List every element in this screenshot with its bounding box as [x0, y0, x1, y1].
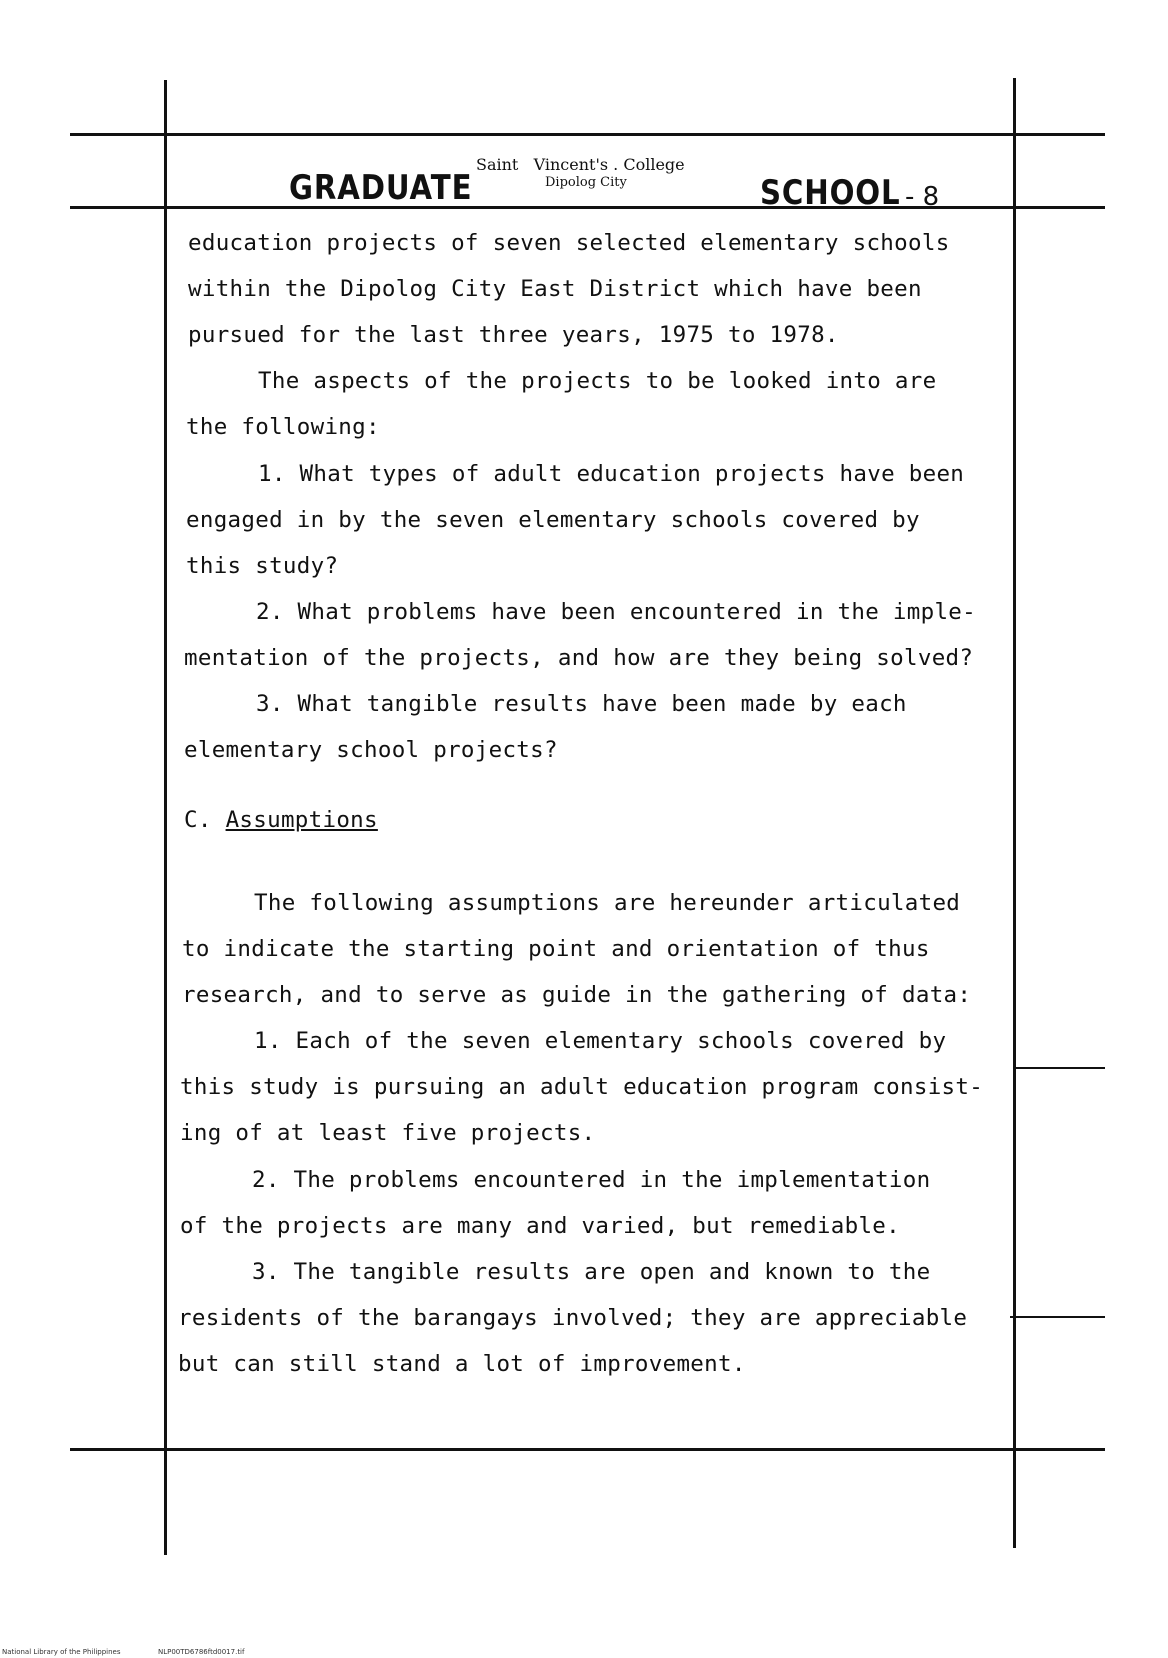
body-line: ing of at least five projects.: [180, 1120, 596, 1146]
header-top-rule: [70, 133, 1105, 136]
body-line: mentation of the projects, and how are they being solved?: [184, 645, 974, 671]
header-school: SCHOOL: [760, 173, 901, 213]
body-line: education projects of seven selected elementary schools: [188, 230, 950, 256]
body-line: The aspects of the projects to be looked into are: [258, 368, 937, 394]
body-line: engaged in by the seven elementary schools covered by: [186, 507, 920, 533]
section-heading: [184, 807, 378, 833]
footer-rule: [70, 1448, 1105, 1451]
body-line: but can still stand a lot of improvement.: [178, 1351, 746, 1377]
body-line: 3. What tangible results have been made by each: [256, 691, 907, 717]
body-line: pursued for the last three years, 1975 to 1978.: [188, 322, 839, 348]
body-line: to indicate the starting point and orientation of thus: [182, 936, 930, 962]
footer-filename: NLP00TD6786ftd0017.tif: [158, 1648, 245, 1656]
right-vertical-rule: [1013, 78, 1016, 1548]
header-graduate: GRADUATE: [289, 168, 473, 208]
body-line: this study is pursuing an adult education program consist-: [180, 1074, 984, 1100]
right-margin-tick-1: [1013, 1067, 1105, 1069]
right-margin-tick-2: [1010, 1316, 1105, 1318]
body-line: 1. Each of the seven elementary schools covered by: [254, 1028, 947, 1054]
footer-library: National Library of the Philippines: [2, 1648, 121, 1656]
body-line: elementary school projects?: [184, 737, 558, 763]
section-title: Assumptions: [225, 807, 378, 833]
body-line: 2. The problems encountered in the implementation: [252, 1167, 931, 1193]
body-line: this study?: [186, 553, 339, 579]
body-line: 3. The tangible results are open and known to the: [252, 1259, 931, 1285]
college-name: Saint Vincent's . College: [476, 155, 685, 174]
body-line: residents of the barangays involved; they are appreciable: [178, 1305, 968, 1331]
body-line: 1. What types of adult education projects have been: [258, 461, 965, 487]
section-label: C.: [184, 807, 212, 833]
body-line: 2. What problems have been encountered in the imple-: [256, 599, 976, 625]
body-line: of the projects are many and varied, but remediable.: [180, 1213, 900, 1239]
college-city: Dipolog City: [545, 175, 627, 190]
body-line: research, and to serve as guide in the gathering of data:: [182, 982, 972, 1008]
body-line: The following assumptions are hereunder articulated: [254, 890, 961, 916]
body-line: the following:: [186, 414, 380, 440]
header-bottom-rule: [70, 206, 1105, 209]
page-number: - 8: [905, 182, 940, 212]
body-line: within the Dipolog City East District which have been: [188, 276, 922, 302]
left-vertical-rule: [164, 80, 167, 1555]
